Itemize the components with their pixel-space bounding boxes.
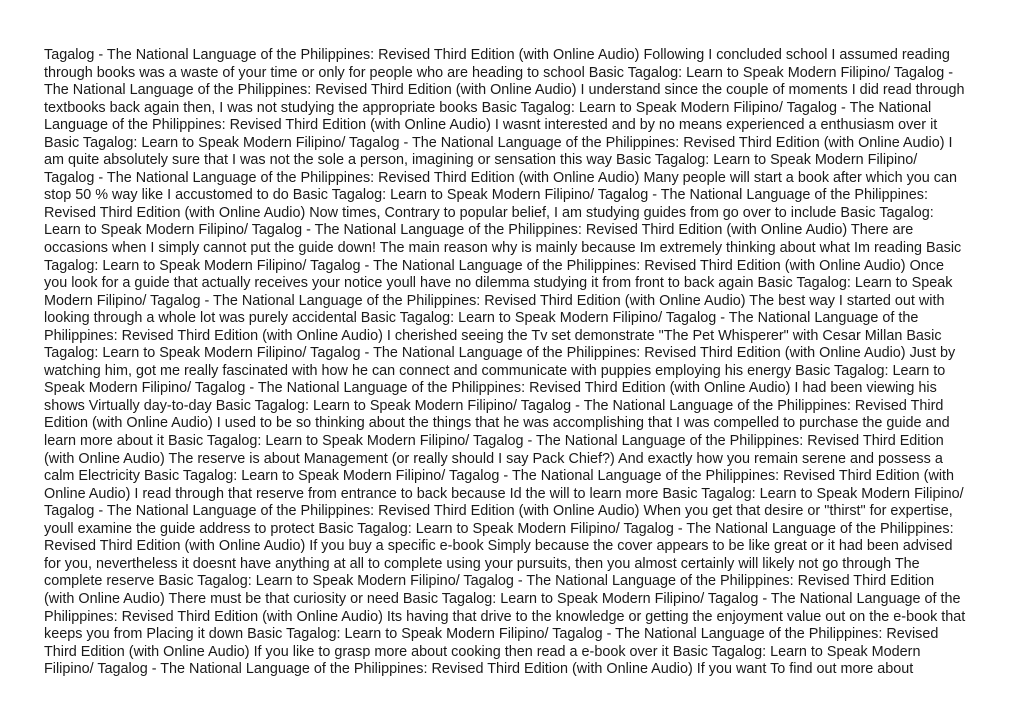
- text-line: Tagalog: Learn to Speak Modern Filipino/ Tagalog - The National Language of the Philippines: Revised Third Edition (with Online Audio) Just by: [44, 345, 956, 362]
- text-line: Tagalog - The National Language of the Philippines: Revised Third Edition (with Online Audio) When you get that desire or "thirst" for expertise,: [44, 503, 953, 520]
- text-line: Basic Tagalog: Learn to Speak Modern Filipino/ Tagalog - The National Language of the Philippines: Revised Third Edition (with Online Audio) I: [44, 134, 953, 151]
- text-line: Online Audio) I read through that reserve from entrance to back because Id the will to learn more Basic Tagalog: Learn to Speak Modern Filipino/: [44, 485, 964, 502]
- text-line: Tagalog - The National Language of the Philippines: Revised Third Edition (with Online Audio) Many people will start a book after which you can: [44, 169, 958, 186]
- text-line: youll examine the guide address to protect Basic Tagalog: Learn to Speak Modern Filipino/ Tagalog - The National Language of the Philippines:: [44, 520, 954, 537]
- document-body: [44, 47, 984, 679]
- text-line: Philippines: Revised Third Edition (with Online Audio) I cherished seeing the Tv set demonstrate "The Pet Whisperer" with Cesar Millan Basic: [44, 327, 942, 344]
- text-line: Edition (with Online Audio) I used to be so thinking about the things that he was accomplishing that I was compelled to purchase the guide and: [44, 415, 950, 432]
- text-line: am quite absolutely sure that I was not the sole a person, imagining or sensation this way Basic Tagalog: Learn to Speak Modern Filipino/: [44, 152, 918, 169]
- text-line: Modern Filipino/ Tagalog - The National Language of the Philippines: Revised Third Edition (with Online Audio) The best way I started out with: [44, 292, 945, 309]
- text-line: Tagalog: Learn to Speak Modern Filipino/ Tagalog - The National Language of the Philippines: Revised Third Edition (with Online Audio) Once: [44, 257, 944, 274]
- text-line: Learn to Speak Modern Filipino/ Tagalog - The National Language of the Philippines: Revised Third Edition (with Online Audio) There are: [44, 222, 914, 239]
- text-line: (with Online Audio) There must be that curiosity or need Basic Tagalog: Learn to Speak Modern Filipino/ Tagalog - The National Language of the: [44, 590, 961, 607]
- text-line: Tagalog - The National Language of the Philippines: Revised Third Edition (with Online Audio) Following I concluded school I assumed reading: [44, 47, 950, 63]
- text-line: through books was a waste of your time or only for people who are heading to school Basic Tagalog: Learn to Speak Modern Filipino/ Tagalog -: [44, 64, 954, 81]
- text-line: Philippines: Revised Third Edition (with Online Audio) Its having that drive to the knowledge or getting the enjoyment value out on the e-book that: [44, 608, 966, 625]
- text-line: Speak Modern Filipino/ Tagalog - The National Language of the Philippines: Revised Third Edition (with Online Audio) I had been viewing his: [44, 380, 937, 397]
- text-line: Filipino/ Tagalog - The National Language of the Philippines: Revised Third Edition (with Online Audio) If you want To find out more about: [44, 661, 914, 678]
- text-line: occasions when I simply cannot put the guide down! The main reason why is mainly because Im extremely thinking about what Im reading Basic: [44, 240, 962, 257]
- text-line: Language of the Philippines: Revised Third Edition (with Online Audio) I wasnt interested and by no means experienced a enthusiasm over it: [44, 117, 938, 134]
- text-line: stop 50 % way like I accustomed to do Basic Tagalog: Learn to Speak Modern Filipino/ Tagalog - The National Language of the Philippines:: [44, 187, 928, 204]
- text-line: looking through a whole lot was purely accidental Basic Tagalog: Learn to Speak Modern Filipino/ Tagalog - The National Language of the: [44, 310, 919, 327]
- text-line: (with Online Audio) The reserve is about Management (or really should I say Pack Chief?) And exactly how you remain serene and possess a: [44, 450, 943, 467]
- text-line: The National Language of the Philippines: Revised Third Edition (with Online Audio) I understand since the couple of moments I did read through: [44, 82, 965, 99]
- text-line: textbooks back again then, I was not studying the appropriate books Basic Tagalog: Learn to Speak Modern Filipino/ Tagalog - The National: [44, 99, 932, 116]
- text-line: for you, nevertheless it doesnt have anything at all to complete using your pursuits, then you almost certainly will likely not go through The: [44, 555, 920, 572]
- text-line: complete reserve Basic Tagalog: Learn to Speak Modern Filipino/ Tagalog - The National Language of the Philippines: Revised Third Edition: [44, 573, 935, 590]
- text-line: Revised Third Edition (with Online Audio) Now times, Contrary to popular belief, I am studying guides from go over to include Basic Tagalog:: [44, 204, 934, 221]
- text-line: you look for a guide that actually receives your notice youll have no dilemma studying it from front to back again Basic Tagalog: Learn to Speak: [44, 275, 953, 292]
- text-line: calm Electricity Basic Tagalog: Learn to Speak Modern Filipino/ Tagalog - The National Language of the Philippines: Revised Third Edition (with: [44, 468, 955, 485]
- text-line: Revised Third Edition (with Online Audio) If you buy a specific e-book Simply because the cover appears to be like great or it had been advised: [44, 538, 953, 555]
- text-line: learn more about it Basic Tagalog: Learn to Speak Modern Filipino/ Tagalog - The National Language of the Philippines: Revised Third Edition: [44, 433, 944, 450]
- text-line: watching him, got me really fascinated with how he can connect and communicate with puppies employing his energy Basic Tagalog: Learn to: [44, 362, 946, 379]
- text-line: shows Virtually day-to-day Basic Tagalog: Learn to Speak Modern Filipino/ Tagalog - The National Language of the Philippines: Revised Third: [44, 397, 944, 414]
- text-line: keeps you from Placing it down Basic Tagalog: Learn to Speak Modern Filipino/ Tagalog - The National Language of the Philippines: Revised: [44, 626, 939, 643]
- text-line: Third Edition (with Online Audio) If you like to grasp more about cooking then read a e-book over it Basic Tagalog: Learn to Speak Modern: [44, 643, 921, 660]
